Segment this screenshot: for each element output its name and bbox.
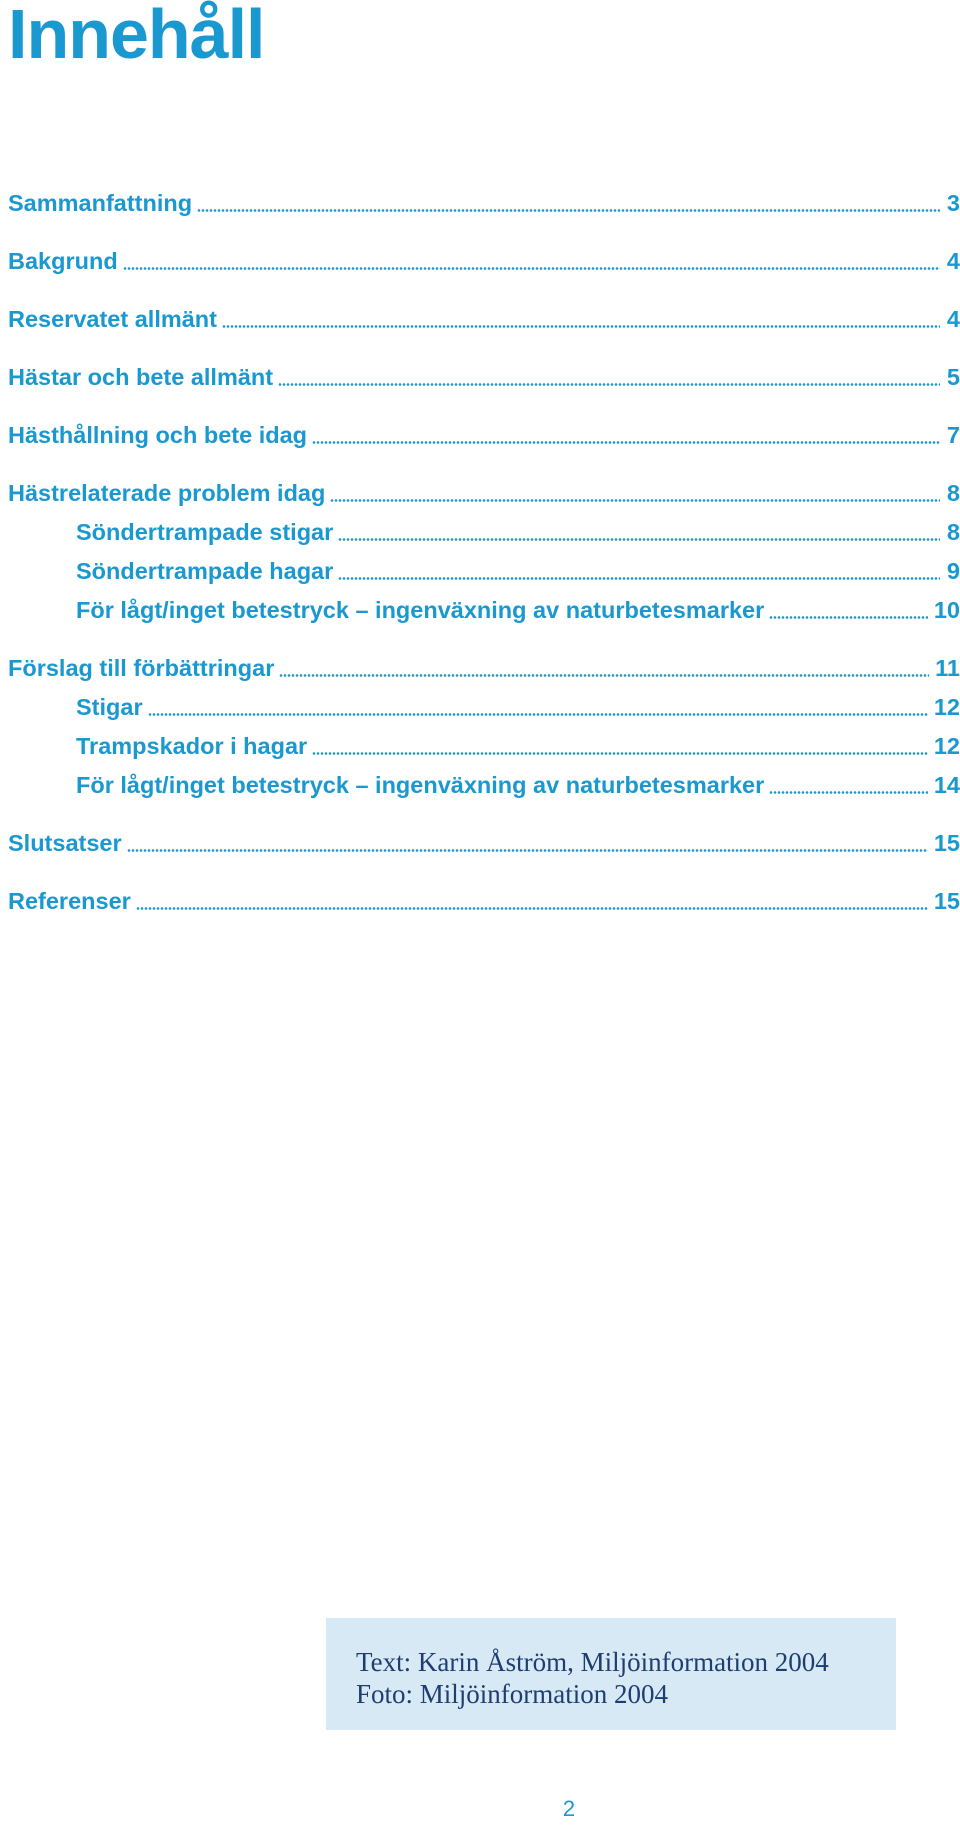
page-number: 2 (562, 1796, 576, 1821)
dot-leader (197, 209, 940, 212)
toc-entry-page: 8 (946, 519, 960, 545)
dot-leader (330, 499, 940, 502)
toc-entry-label: För lågt/inget betestryck – ingenväxning av naturbetesmarker (76, 772, 765, 798)
toc-entry-hastrelaterade-problem[interactable] (8, 477, 960, 509)
toc-entry-label: Sammanfattning (8, 190, 193, 216)
dot-leader (279, 674, 929, 677)
toc-entry-page: 11 (935, 655, 960, 681)
toc-entry-label: Trampskador i hagar (76, 733, 308, 759)
toc-entry-page: 7 (946, 422, 960, 448)
toc-entry-reservatet-allmant[interactable] (8, 303, 960, 335)
dot-leader (222, 325, 940, 328)
dot-leader (127, 849, 928, 852)
toc-entry-label: Förslag till förbättringar (8, 655, 275, 681)
toc-entry-page: 12 (933, 733, 960, 759)
toc-entry-label: För lågt/inget betestryck – ingenväxning av naturbetesmarker (76, 597, 765, 623)
toc-entry-label: Söndertrampade stigar (76, 519, 334, 545)
dot-leader (278, 383, 940, 386)
credit-text-line: Text: Karin Åström, Miljöinformation 2004 (356, 1647, 829, 1677)
toc-entry-hastar-och-bete[interactable] (8, 361, 960, 393)
toc-entry-label: Referenser (8, 888, 131, 914)
toc-entry-bakgrund[interactable] (8, 245, 960, 277)
credit-photo-line: Foto: Miljöinformation 2004 (356, 1679, 669, 1709)
toc-subentry-betestryck-1[interactable] (76, 594, 960, 626)
toc-entry-referenser[interactable] (8, 885, 960, 917)
toc-subentry-sondertrampade-stigar[interactable] (76, 516, 960, 548)
toc-entry-label: Reservatet allmänt (8, 306, 217, 332)
dot-leader (136, 907, 928, 910)
toc-entry-label: Bakgrund (8, 248, 118, 274)
dot-leader (338, 577, 940, 580)
toc-entry-forslag[interactable] (8, 652, 960, 684)
toc-entry-page: 14 (933, 772, 960, 798)
dot-leader (123, 267, 940, 270)
toc-entry-label: Hästar och bete allmänt (8, 364, 274, 390)
toc-entry-page: 5 (946, 364, 960, 390)
toc-entry-slutsatser[interactable] (8, 827, 960, 859)
toc-subentry-betestryck-2[interactable] (76, 769, 960, 801)
toc-subentry-trampskador[interactable] (76, 730, 960, 762)
toc-entry-page: 4 (946, 248, 960, 274)
toc-entry-label: Hästhållning och bete idag (8, 422, 308, 448)
toc-entry-label: Söndertrampade hagar (76, 558, 334, 584)
page-title: Innehåll (8, 0, 265, 73)
toc-entry-page: 4 (946, 306, 960, 332)
dot-leader (769, 791, 928, 794)
toc-entry-page: 15 (933, 888, 960, 914)
toc-entry-label: Hästrelaterade problem idag (8, 480, 326, 506)
dot-leader (769, 616, 928, 619)
toc-entry-page: 8 (946, 480, 960, 506)
toc-entry-page: 15 (933, 830, 960, 856)
table-of-contents (8, 0, 960, 1000)
dot-leader (338, 538, 940, 541)
toc-entry-label: Slutsatser (8, 830, 122, 856)
toc-subentry-stigar[interactable] (76, 691, 960, 723)
toc-entry-page: 3 (946, 190, 960, 216)
toc-entry-label: Stigar (76, 694, 143, 720)
toc-entry-sammanfattning[interactable] (8, 187, 960, 219)
toc-entry-page: 10 (933, 597, 960, 623)
credits-box (326, 1618, 896, 1730)
toc-entry-page: 9 (946, 558, 960, 584)
dot-leader (312, 441, 940, 444)
dot-leader (148, 713, 928, 716)
toc-subentry-sondertrampade-hagar[interactable] (76, 555, 960, 587)
dot-leader (312, 752, 928, 755)
toc-entry-page: 12 (933, 694, 960, 720)
toc-entry-hasthallning[interactable] (8, 419, 960, 451)
